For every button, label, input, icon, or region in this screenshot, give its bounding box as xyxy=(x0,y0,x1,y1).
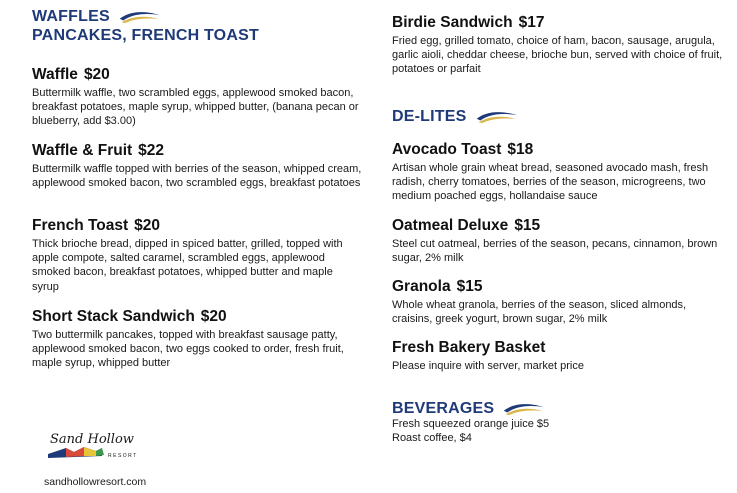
item-name: Oatmeal Deluxe xyxy=(392,217,509,234)
swoosh-icon xyxy=(502,401,546,417)
item-name: Waffle xyxy=(32,66,78,83)
sand-hollow-logo xyxy=(44,430,154,466)
item-price: $15 xyxy=(514,217,541,234)
item-name: Waffle & Fruit xyxy=(32,142,133,159)
website-url: sandhollowresort.com xyxy=(44,476,147,488)
menu-item-french-toast xyxy=(32,217,362,294)
menu-item-short-stack xyxy=(32,308,362,371)
section-header-delites xyxy=(392,107,519,126)
item-description: Buttermilk waffle topped with berries of the season, whipped cream, applewood smoked bacon, two scrambled eggs, breakfast potatoes xyxy=(32,163,362,190)
logo-subtext: RESORT xyxy=(108,453,138,459)
item-price: $20 xyxy=(200,308,227,325)
menu-item-waffle-fruit xyxy=(32,142,362,190)
section-title-line1: WAFFLES xyxy=(32,8,110,25)
menu-item-waffle xyxy=(32,66,362,129)
swoosh-icon xyxy=(475,109,519,125)
menu-item-birdie-sandwich xyxy=(392,14,727,77)
item-description: Artisan whole grain wheat bread, seasoned avocado mash, fresh radish, cherry tomatoes, berries of the season, microgreens, two medium poached eggs, hollandaise sauce xyxy=(392,162,709,203)
beverage-item: Fresh squeezed orange juice $5 xyxy=(392,418,550,430)
item-description: Please inquire with server, market price xyxy=(392,360,584,372)
logo-wordmark: Sand Hollow xyxy=(50,432,134,447)
menu-item-oatmeal-deluxe xyxy=(392,217,727,265)
beverage-list xyxy=(392,417,549,445)
swoosh-icon xyxy=(118,9,162,25)
item-name: Short Stack Sandwich xyxy=(32,308,195,325)
item-name: Avocado Toast xyxy=(392,141,502,158)
item-description: Thick brioche bread, dipped in spiced batter, grilled, topped with apple compote, salted caramel, scrambled eggs, applewood smoked bacon, breakfast potatoes, whipped butter and maple syrup xyxy=(32,238,343,293)
menu-item-bakery-basket xyxy=(392,339,727,373)
item-price: $20 xyxy=(83,66,110,83)
item-description: Two buttermilk pancakes, topped with breakfast sausage patty, applewood smoked bacon, two eggs cooked to order, fresh fruit, maple syrup, whipped butter xyxy=(32,329,344,370)
section-header-waffles xyxy=(32,7,259,45)
section-title-line2: PANCAKES, FRENCH TOAST xyxy=(32,27,259,44)
item-description: Fried egg, grilled tomato, choice of ham, bacon, sausage, arugula, garlic aioli, cheddar cheese, brioche bun, served with choice of fruit, potatoes or parfait xyxy=(392,35,723,76)
item-name: Fresh Bakery Basket xyxy=(392,339,546,356)
menu-item-avocado-toast xyxy=(392,141,727,204)
section-header-beverages xyxy=(392,399,546,418)
item-description: Steel cut oatmeal, berries of the season, pecans, cinnamon, brown sugar, 2% milk xyxy=(392,238,718,265)
section-title: DE-LITES xyxy=(392,108,467,125)
menu-item-granola xyxy=(392,278,727,326)
item-name: Granola xyxy=(392,278,451,295)
item-name: Birdie Sandwich xyxy=(392,14,513,31)
item-price: $15 xyxy=(456,278,483,295)
section-title: BEVERAGES xyxy=(392,400,495,417)
beverage-item: Roast coffee, $4 xyxy=(392,432,472,445)
item-description: Whole wheat granola, berries of the season, sliced almonds, craisins, greek yogurt, brown sugar, 2% milk xyxy=(392,299,687,326)
item-name: French Toast xyxy=(32,217,129,234)
item-price: $18 xyxy=(507,141,534,158)
item-price: $17 xyxy=(518,14,545,31)
item-price: $22 xyxy=(138,142,165,159)
logo-icon xyxy=(44,430,154,466)
item-description: Buttermilk waffle, two scrambled eggs, applewood smoked bacon, breakfast potatoes, maple syrup, whipped butter, (banana pecan or blueberry, add $3.00) xyxy=(32,87,359,128)
item-price: $20 xyxy=(134,217,161,234)
